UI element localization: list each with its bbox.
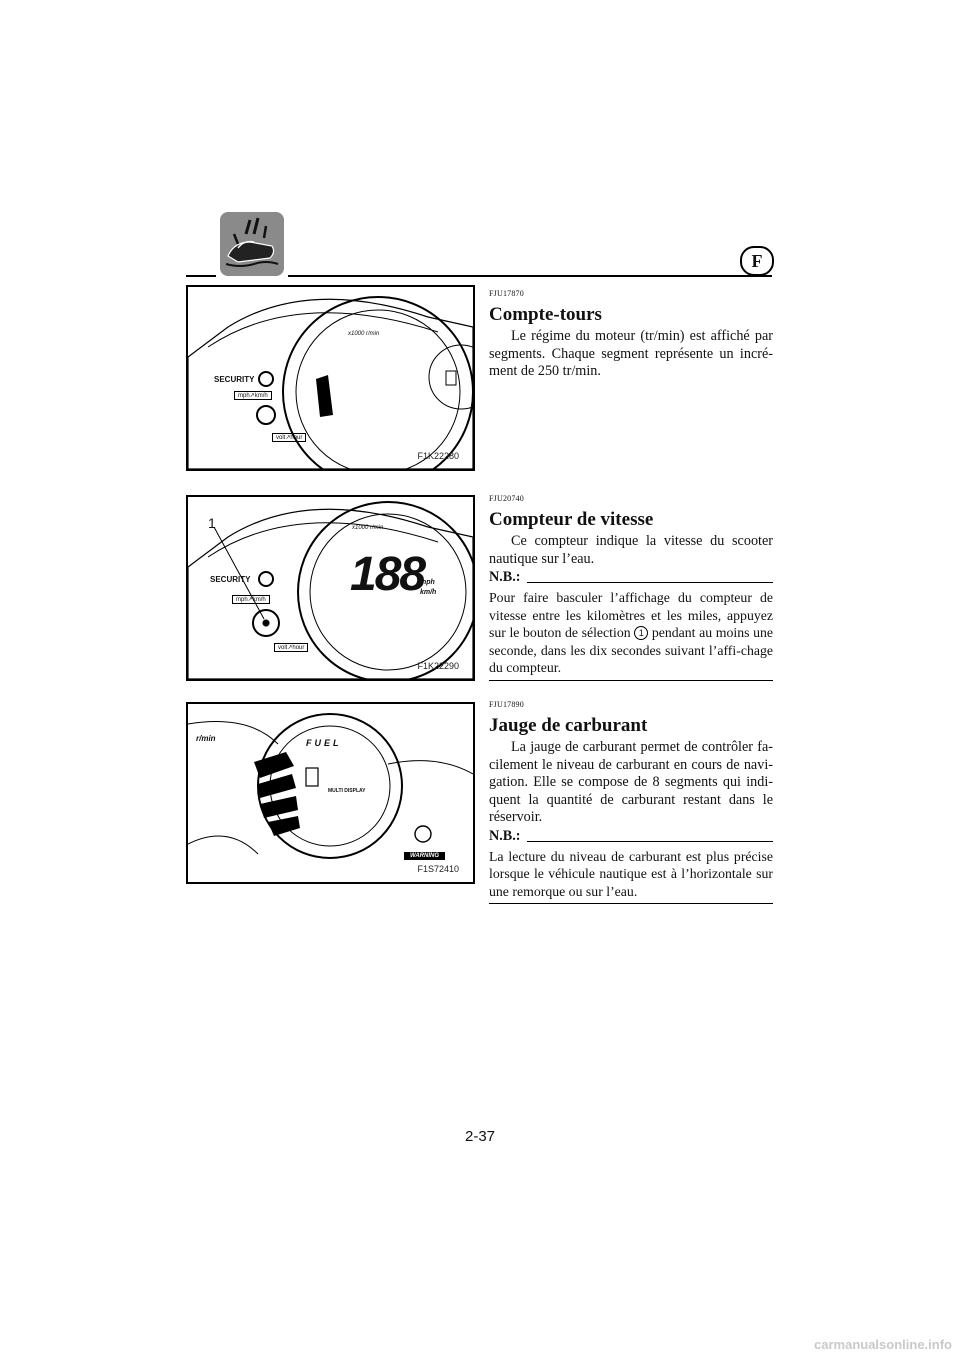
- language-badge: F: [740, 246, 774, 276]
- header-rule-left: [186, 275, 216, 277]
- rpm-unit-label: x1000 r/min: [348, 331, 380, 337]
- security-label: SECURITY: [214, 375, 255, 384]
- nb-heading: [489, 569, 773, 586]
- section-title: Compte-tours: [489, 304, 602, 325]
- nb-label: N.B.:: [489, 827, 521, 844]
- ref-code: FJU20740: [489, 494, 524, 503]
- security-button-icon[interactable]: [258, 571, 274, 587]
- section-body: Le régime du moteur (tr/min) est affiché par segments. Chaque segment représente un incré-ment de 250 tr/min.: [489, 328, 773, 379]
- nb-heading: [489, 828, 773, 845]
- volt-hour-label: volt↗hour: [272, 433, 306, 442]
- ref-code: FJU17890: [489, 700, 524, 709]
- nb-rule: [527, 582, 773, 583]
- figure-speedometer: [186, 495, 475, 681]
- section-title: Compteur de vitesse: [489, 509, 654, 530]
- figure-code: F1K22290: [417, 661, 459, 671]
- unit-mph: mph: [420, 579, 435, 586]
- callout-marker: 1: [634, 626, 648, 640]
- section-speedometer: [489, 494, 773, 681]
- section-fuel-gauge: [489, 700, 773, 904]
- rpm-unit-label: x1000 r/min: [352, 525, 384, 531]
- section-tachometer: [489, 289, 773, 381]
- ref-code: FJU17870: [489, 289, 524, 298]
- rpm-unit-label: r/min: [196, 734, 216, 743]
- mph-kmh-label: mph↗km/h: [234, 391, 272, 400]
- page-number: 2-37: [464, 1128, 496, 1145]
- speed-digits: 188: [350, 548, 425, 601]
- security-button-icon[interactable]: [258, 371, 274, 387]
- note-text-after: pendant au moins une seconde, dans les dix secondes suivant l’affi-chage du compteur.: [489, 625, 773, 675]
- section-body: La jauge de carburant permet de contrôler fa-cilement le niveau de carburant en cours de navi-gation. Elle se compose de 8 segments qui indi-quent la quantité de carburant restant dans le réservoir.: [489, 739, 773, 825]
- nb-label: N.B.:: [489, 569, 521, 585]
- fuel-label: FUEL: [306, 738, 342, 748]
- watermark: carmanualsonline.info: [814, 1337, 952, 1352]
- figure-code: F1K22280: [417, 451, 459, 461]
- mph-kmh-label: mph↗km/h: [232, 595, 270, 604]
- unit-kmh: km/h: [420, 589, 437, 596]
- figure-tachometer: [186, 285, 475, 471]
- figure-fuel-gauge: [186, 702, 475, 884]
- note-text-before: Pour faire basculer l’affichage du compteur de vitesse entre les kilomètres et les miles, appuyez sur le bouton de sélection: [489, 590, 773, 640]
- security-label: SECURITY: [210, 575, 251, 584]
- warning-label: WARNING: [404, 852, 445, 860]
- header-rule-right: [288, 275, 772, 277]
- multi-display-label: MULTI DISPLAY: [328, 788, 366, 794]
- section-title: Jauge de carburant: [489, 715, 648, 736]
- figure-code: F1S72410: [417, 864, 459, 874]
- nb-rule: [527, 841, 773, 842]
- volt-hour-label: volt↗hour: [274, 643, 308, 652]
- select-button-icon[interactable]: [252, 609, 280, 637]
- callout-number: 1: [208, 515, 216, 531]
- mode-button-icon[interactable]: [256, 405, 276, 425]
- watercraft-logo-icon: [220, 212, 284, 276]
- section-body: Ce compteur indique la vitesse du scooter nautique sur l’eau.: [489, 533, 773, 567]
- nb-note: La lecture du niveau de carburant est plus précise lorsque le véhicule nautique est à l’horizontale sur une remorque ou sur l’eau.: [489, 848, 773, 905]
- nb-note: [489, 589, 773, 681]
